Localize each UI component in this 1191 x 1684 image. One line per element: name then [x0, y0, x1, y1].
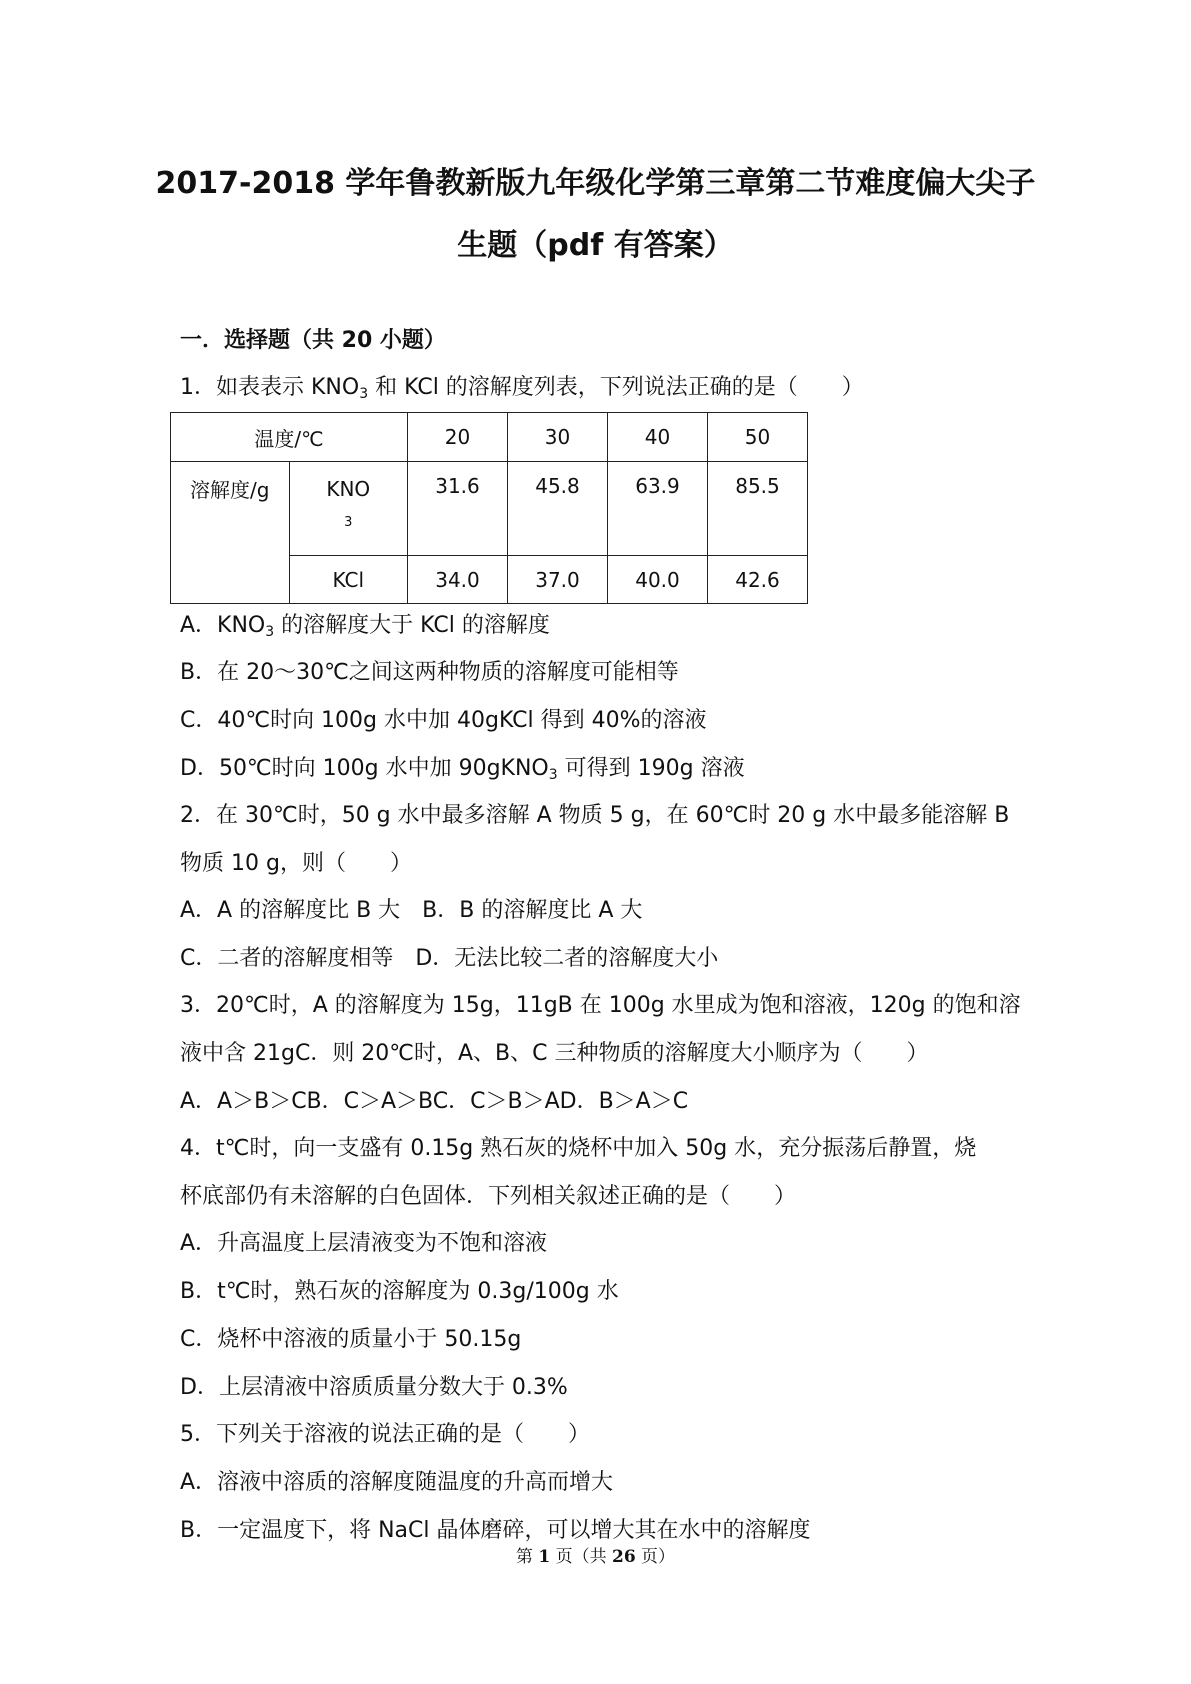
table-cell: 31.6	[408, 462, 508, 556]
document-title-line2: 生题（pdf 有答案）	[457, 228, 734, 263]
q1-option-c: C．40℃时向 100g 水中加 40gKCl 得到 40%的溶液	[180, 708, 707, 733]
q3-stem-line1: 3．20℃时，A 的溶解度为 15g，11gB 在 100g 水里成为饱和溶液，120g 的饱和溶	[180, 993, 1021, 1018]
q1-option-d-part2: 可得到 190g 溶液	[557, 756, 745, 781]
q1-option-a-part2: 的溶解度大于 KCl 的溶解度	[274, 613, 550, 638]
q1-stem-subscript: 3	[359, 386, 369, 402]
q2-stem-line2: 物质 10 g，则（ ）	[180, 851, 412, 876]
table-row	[171, 462, 808, 556]
kno3-label-main: KNO	[326, 477, 371, 501]
table-row	[171, 413, 808, 462]
footer-prefix: 第	[515, 1547, 539, 1567]
q1-option-d-subscript: 3	[548, 767, 558, 783]
q1-option-a-subscript: 3	[265, 624, 275, 640]
header-temp-cell: 20	[408, 413, 508, 462]
q1-option-d-part1: D．50℃时向 100g 水中加 90gKNO	[180, 756, 549, 781]
q1-option-d	[180, 754, 745, 790]
table-cell: 42.6	[708, 556, 808, 604]
table-cell: 63.9	[608, 462, 708, 556]
header-temp-cell: 50	[708, 413, 808, 462]
table-cell: 34.0	[408, 556, 508, 604]
q4-option-d: D．上层清液中溶质质量分数大于 0.3%	[180, 1375, 568, 1400]
page-footer	[0, 1542, 1191, 1567]
row-label-kno3	[289, 462, 408, 556]
table-cell: 37.0	[508, 556, 608, 604]
q5-option-b: B．一定温度下，将 NaCl 晶体磨碎，可以增大其在水中的溶解度	[180, 1518, 811, 1543]
header-temp-cell: 40	[608, 413, 708, 462]
q3-stem-line2: 液中含 21gC．则 20℃时，A、B、C 三种物质的溶解度大小顺序为（ ）	[180, 1041, 929, 1066]
q4-stem-line1: 4．t℃时，向一支盛有 0.15g 熟石灰的烧杯中加入 50g 水，充分振荡后静置，烧	[180, 1136, 977, 1161]
q2-options-cd: C．二者的溶解度相等 D．无法比较二者的溶解度大小	[180, 946, 719, 971]
footer-middle: 页（共	[550, 1547, 612, 1567]
q4-stem-line2: 杯底部仍有未溶解的白色固体．下列相关叙述正确的是（ ）	[180, 1184, 797, 1209]
solubility-table	[170, 412, 808, 604]
section-heading: 一．选择题（共 20 小题）	[180, 328, 446, 353]
table-cell: 85.5	[708, 462, 808, 556]
document-title-line1: 2017-2018 学年鲁教新版九年级化学第三章第二节难度偏大尖子	[155, 166, 1036, 201]
q1-stem-part1: 1．如表表示 KNO	[180, 375, 360, 400]
q2-options-ab: A．A 的溶解度比 B 大 B．B 的溶解度比 A 大	[180, 898, 643, 923]
q4-option-c: C．烧杯中溶液的质量小于 50.15g	[180, 1327, 522, 1352]
q4-option-b: B．t℃时，熟石灰的溶解度为 0.3g/100g 水	[180, 1279, 619, 1304]
q1-option-a	[180, 611, 550, 647]
footer-page-number: 1	[538, 1547, 551, 1567]
q4-option-a: A．升高温度上层清液变为不饱和溶液	[180, 1231, 548, 1256]
q1-stem	[180, 373, 864, 409]
row-label-kcl: KCl	[289, 556, 408, 604]
header-temperature-label: 温度/℃	[171, 413, 408, 462]
row-label-solubility: 溶解度/g	[171, 462, 290, 604]
header-temp-cell: 30	[508, 413, 608, 462]
q1-option-b: B．在 20～30℃之间这两种物质的溶解度可能相等	[180, 660, 679, 685]
table-cell: 45.8	[508, 462, 608, 556]
footer-suffix: 页）	[635, 1547, 676, 1567]
q5-stem: 5．下列关于溶液的说法正确的是（ ）	[180, 1422, 590, 1447]
footer-total-pages: 26	[611, 1547, 636, 1567]
kno3-label-subscript: 3	[344, 515, 353, 530]
q5-option-a: A．溶液中溶质的溶解度随温度的升高而增大	[180, 1470, 614, 1495]
q2-stem-line1: 2．在 30℃时，50 g 水中最多溶解 A 物质 5 g，在 60℃时 20 g 水中最多能溶解 B	[180, 803, 1010, 828]
q1-stem-part2: 和 KCl 的溶解度列表，下列说法正确的是（ ）	[368, 375, 864, 400]
q3-options: A．A＞B＞CB．C＞A＞BC．C＞B＞AD．B＞A＞C	[180, 1089, 689, 1114]
table-cell: 40.0	[608, 556, 708, 604]
q1-option-a-part1: A．KNO	[180, 613, 266, 638]
